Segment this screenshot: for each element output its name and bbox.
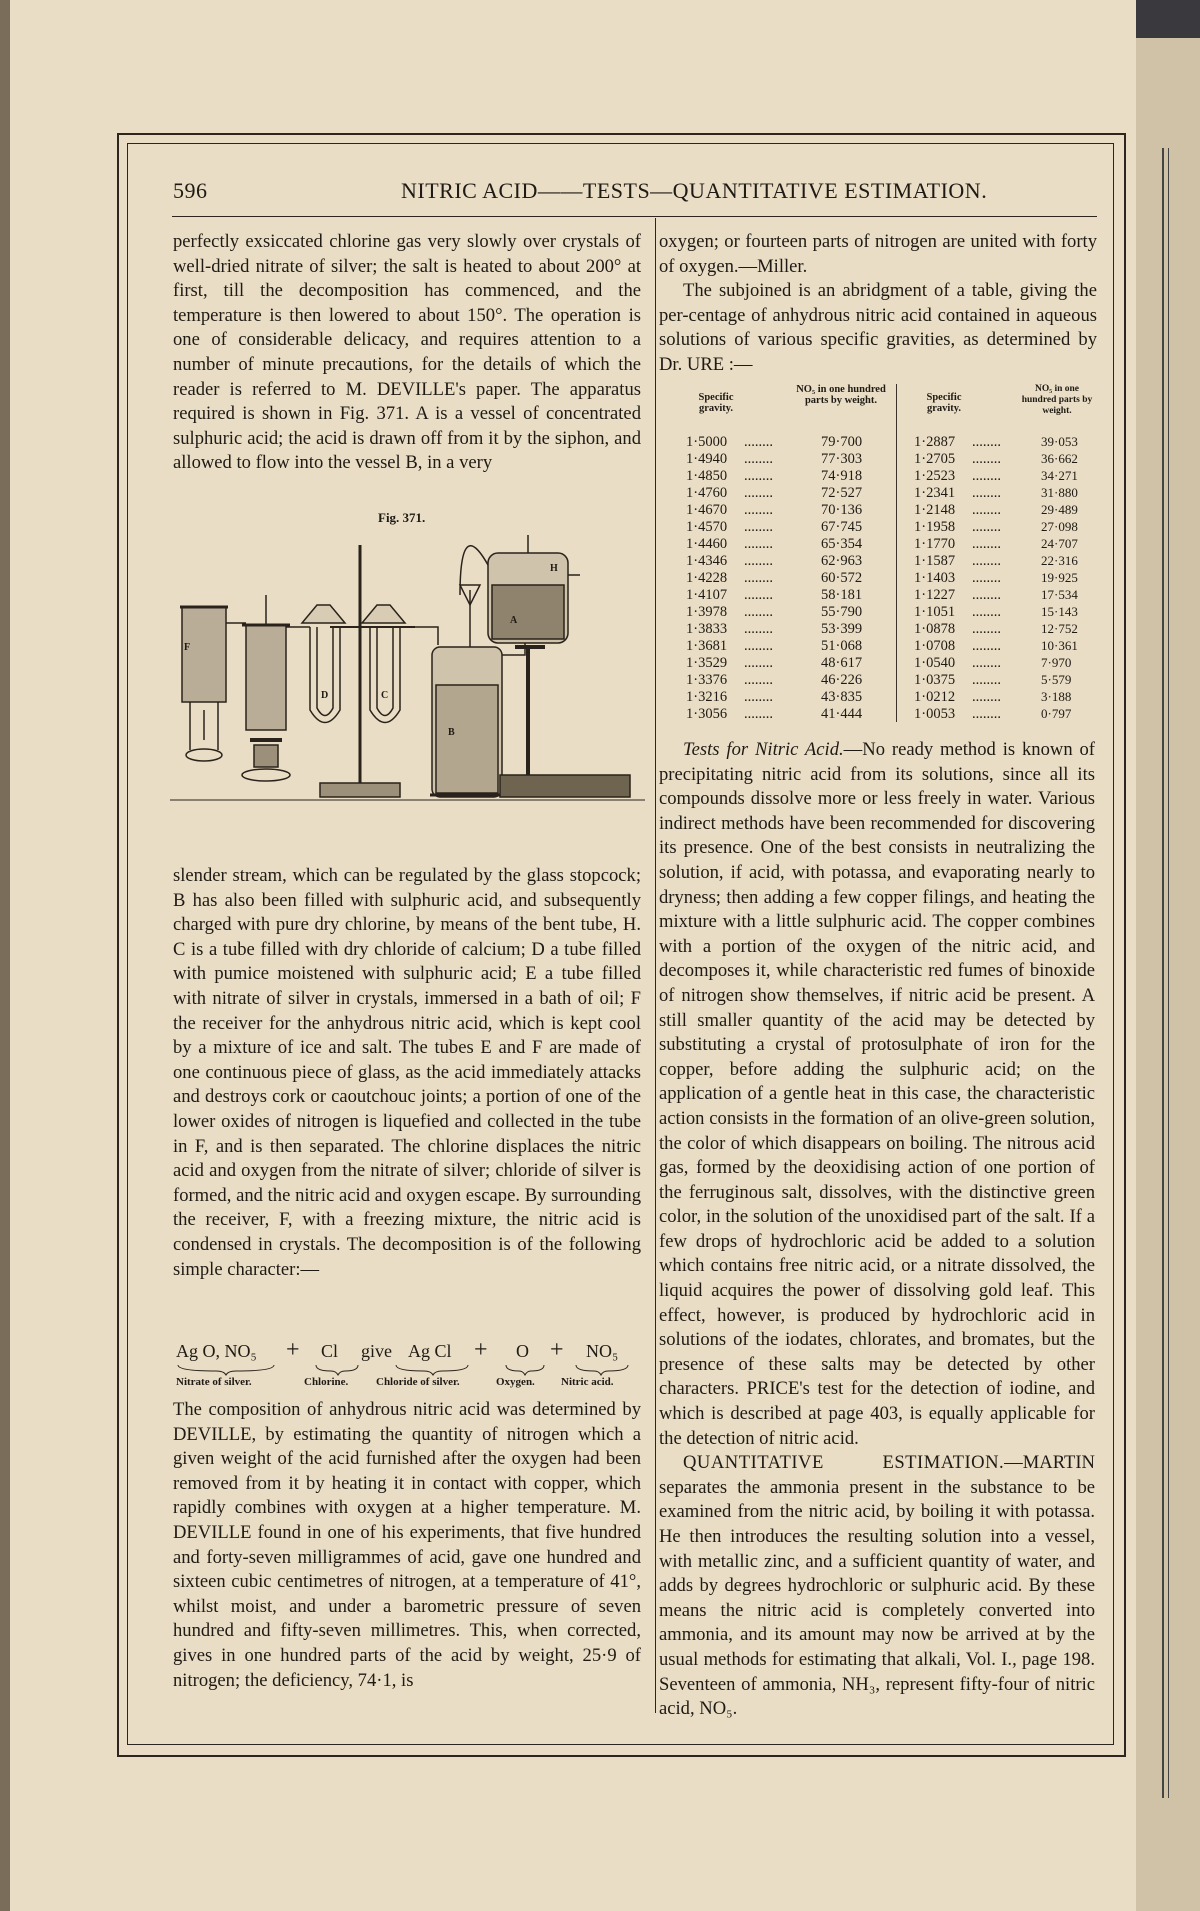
table-row [686,672,1094,689]
cell-no5-left: 70·136 [821,502,863,518]
cell-gravity-left: 1·3216 [686,689,728,705]
eq-term-chloride: Ag Cl [408,1341,452,1361]
cell-gravity-left: 1·3681 [686,638,728,654]
leader-dots: ........ [972,468,1001,484]
cell-gravity-left: 1·3833 [686,621,728,637]
decomposition-equation [176,1333,646,1393]
cell-no5-left: 55·790 [821,604,863,620]
cell-gravity-right: 1·2705 [914,451,956,467]
cell-gravity-left: 1·4670 [686,502,728,518]
u-tube-c [362,605,405,723]
bath-e [242,595,290,781]
cell-gravity-left: 1·4940 [686,451,728,467]
cell-gravity-left: 1·4760 [686,485,728,501]
cell-gravity-left: 1·3056 [686,706,728,722]
leader-dots: ........ [744,655,773,671]
cell-gravity-left: 1·4850 [686,468,728,484]
cell-no5-left: 46·226 [821,672,863,688]
cell-no5-left: 43·835 [821,689,863,705]
leader-dots: ........ [972,672,1001,688]
cell-no5-right: 15·143 [1041,604,1078,619]
book-cover-edge [0,0,10,1911]
cell-gravity-right: 1·2148 [914,502,956,518]
tests-body: —No ready method is known of precipitating nitric acid from its solutions, since all its compounds dissolve more or less freely in water. Various indirect methods have been recommended for discovering its presence. One of the best consists in neutralizing the solution, if acid, with potassa, and evaporating nearly to dryness; then adding a few copper filings, and heating the mixture with a little sulphuric acid. The copper combines with a portion of the oxygen of the nitric acid, and decomposes it, while characteristic red fumes of binoxide of nitrogen show themselves, if nitric acid be present. A still smaller quantity of the acid may be detected by substituting a crystal of protosulphate of iron for the copper, before adding the sulphuric acid; on the application of a gentle heat in this case, the characteristic action consists in the formation of an olive-green solution, the color of which disappears on boiling. The nitrous acid gas, formed by the deoxidising action of one portion of the ferruginous salt, dissolves, with the distinctive green color, in the solution of the unoxidised part of the salt. If a few drops of hydrochloric acid be added to a solution which contains free nitric acid, or a nitrate dissolved, the liquid acquires the power of dissolving gold leaf. This effect, however, is produced by hydrochloric acid in solutions of the iodates, chlorates, and bromates, but the presence of these salts may be detected by other characters. PRICE's test for the detection of iodine, and which is described at page 403, is equally applicable for the detection of nitric acid. [659,739,1095,1449]
right-intro [659,230,1097,378]
leader-dots: ........ [972,621,1001,637]
cell-no5-left: 41·444 [821,706,863,722]
equation-braces [176,1363,646,1377]
cell-no5-left: 62·963 [821,553,863,569]
eq-label-chloride: Chloride of silver. [376,1376,460,1388]
leader-dots: ........ [972,604,1001,620]
cell-no5-right: 31·880 [1041,485,1078,500]
label-b: B [448,727,455,738]
cell-gravity-left: 1·4228 [686,570,728,586]
table-row [686,451,1094,468]
cell-no5-right: 19·925 [1041,570,1078,585]
leader-dots: ........ [744,502,773,518]
table-row [686,553,1094,570]
cell-gravity-right: 1·2887 [914,434,956,450]
leader-dots: ........ [744,604,773,620]
eq-term-nitrate: Ag O, NO₅ [176,1341,257,1361]
leader-dots: ........ [972,706,1001,722]
cell-gravity-left: 1·3978 [686,604,728,620]
cell-gravity-left: 1·3529 [686,655,728,671]
page-number: 596 [173,178,208,203]
quantitative-body: —MARTIN separates the ammonia present in the substance to be examined from the nitric acid, by boiling it with potassa. He then introduces the resulting solution into a vessel, with metallic zinc, and a sufficient quantity of water, and adds by degrees hydrochloric or sulphuric acid. By these means the nitric acid is completely converted into ammonia, and its amount may now be arrived at by the usual methods for estimating that alkali, Vol. I., page 198. Seventeen of ammonia, NH₃, represent fifty-four of nitric acid, NO₅. [659,1452,1095,1720]
leader-dots: ........ [744,638,773,654]
tests-paragraph [659,738,1095,1451]
u-tube-d [302,605,345,723]
leader-dots: ........ [972,655,1001,671]
cell-gravity-right: 1·0878 [914,621,956,637]
apparatus-figure [170,535,645,855]
leader-dots: ........ [744,553,773,569]
table-row [686,689,1094,706]
table-row [686,434,1094,451]
leader-dots: ........ [744,672,773,688]
leader-dots: ........ [972,570,1001,586]
table-row [686,570,1094,587]
cell-no5-right: 39·053 [1041,434,1078,449]
left-paragraph-1: perfectly exsiccated chlorine gas very slowly over crystals of well-dried nitrate of silver; the salt is heated to about 200° at first, till the decomposition has commenced, and the temperature is then lowered to about 150°. The operation is one of considerable delicacy, and requires attention to a number of minute precautions, for the details of which the reader is referred to M. DEVILLE's paper. The apparatus required is shown in Fig. 371. A is a vessel of concentrated sulphuric acid; the acid is drawn off from it by the siphon, and allowed to flow into the vessel B, in a very [173,231,641,474]
adjacent-page-edge [1136,38,1200,1911]
cell-no5-left: 67·745 [821,519,863,535]
cell-no5-left: 72·527 [821,485,863,501]
cell-no5-right: 17·534 [1041,587,1078,602]
leader-dots: ........ [972,519,1001,535]
cell-no5-right: 12·752 [1041,621,1078,636]
quantitative-heading: QUANTITATIVE ESTIMATION. [683,1452,1005,1474]
eq-plus-3: + [550,1337,564,1363]
cell-no5-right: 24·707 [1041,536,1078,551]
table-row [686,519,1094,536]
leader-dots: ........ [972,502,1001,518]
cell-gravity-left: 1·4346 [686,553,728,569]
cell-no5-left: 79·700 [821,434,863,450]
leader-dots: ........ [744,468,773,484]
table-row [686,655,1094,672]
column-divider [655,218,656,1713]
table-header-no5-2: NO₅ in one hundred parts by weight. [1021,384,1093,416]
label-c: C [381,690,389,701]
table-row [686,468,1094,485]
table-row [686,621,1094,638]
cell-gravity-left: 1·4107 [686,587,728,603]
cell-no5-right: 0·797 [1041,706,1072,721]
cell-gravity-right: 1·1403 [914,570,956,586]
cell-gravity-right: 1·0375 [914,672,956,688]
leader-dots: ........ [744,706,773,722]
leader-dots: ........ [972,689,1001,705]
eq-give: give [361,1341,392,1361]
leader-dots: ........ [744,485,773,501]
cell-no5-right: 27·098 [1041,519,1078,534]
cell-gravity-right: 1·0053 [914,706,956,722]
leader-dots: ........ [972,553,1001,569]
cell-no5-right: 3·188 [1041,689,1072,704]
left-paragraph-2: slender stream, which can be regulated by the glass stopcock; B has also been filled with sulphuric acid, and subsequently charged with pure dry chlorine, by means of the bent tube, H. C is a tube filled with dry chloride of calcium; D a tube filled with pumice moistened with sulphuric acid; E a tube filled with nitrate of silver in crystals, immersed in a bath of oil; F the receiver for the anhydrous nitric acid, which is kept cool by a mixture of ice and salt. The tubes E and F are made of one continuous piece of glass, as the acid immediately attacks and destroys cork or caoutchouc joints; a portion of one of the lower oxides of nitrogen is liquefied and collected in the tube in F, and is then separated. The chlorine displaces the nitric acid and oxygen from the nitrate of silver; chloride of silver is formed, and the nitric acid and oxygen escape. By surrounding the receiver, F, with a freezing mixture, the nitric acid is condensed in crystals. The decomposition is of the following simple character:— [173,865,641,1280]
leader-dots: ........ [744,587,773,603]
leader-dots: ........ [744,570,773,586]
cell-gravity-right: 1·1587 [914,553,956,569]
eq-term-nitric: NO₅ [586,1341,619,1361]
leader-dots: ........ [744,689,773,705]
leader-dots: ........ [744,434,773,450]
leader-dots: ........ [744,536,773,552]
cell-gravity-left: 1·4460 [686,536,728,552]
cell-no5-right: 29·489 [1041,502,1078,517]
cell-gravity-right: 1·0708 [914,638,956,654]
label-h: H [550,563,558,574]
cell-gravity-right: 1·2523 [914,468,956,484]
cell-no5-left: 77·303 [821,451,863,467]
leader-dots: ........ [744,519,773,535]
figure-caption: Fig. 371. [378,510,426,525]
leader-dots: ........ [972,536,1001,552]
leader-dots: ........ [972,587,1001,603]
table-row [686,485,1094,502]
cell-gravity-left: 1·5000 [686,434,728,450]
cell-no5-right: 22·316 [1041,553,1078,568]
table-row [686,587,1094,604]
cell-gravity-right: 1·1051 [914,604,956,620]
leader-dots: ........ [744,451,773,467]
cell-no5-left: 53·399 [821,621,863,637]
table-row [686,536,1094,553]
cell-no5-left: 60·572 [821,570,863,586]
running-header [173,178,1088,208]
eq-term-oxygen: O [516,1341,529,1361]
cell-gravity-right: 1·1770 [914,536,956,552]
leader-dots: ........ [972,638,1001,654]
eq-label-nitrate: Nitrate of silver. [176,1376,252,1388]
cell-gravity-right: 1·0540 [914,655,956,671]
eq-label-oxygen: Oxygen. [496,1376,535,1388]
cell-no5-left: 65·354 [821,536,863,552]
leader-dots: ........ [972,485,1001,501]
cell-gravity-right: 1·1958 [914,519,956,535]
leader-dots: ........ [972,451,1001,467]
eq-plus-2: + [474,1337,488,1363]
eq-label-chlorine: Chlorine. [304,1376,349,1388]
cell-no5-right: 10·361 [1041,638,1078,653]
label-f: F [184,642,191,653]
cell-gravity-right: 1·2341 [914,485,956,501]
cell-no5-right: 5·579 [1041,672,1072,687]
receiver-f [180,607,228,761]
right-paragraph-1: oxygen; or fourteen parts of nitrogen are united with forty of oxygen.—Miller. [659,231,1097,277]
cell-no5-right: 34·271 [1041,468,1078,483]
tests-heading: Tests for Nitric Acid. [683,739,844,760]
eq-plus-1: + [286,1337,300,1363]
leader-dots: ........ [972,434,1001,450]
quantitative-paragraph [659,1451,1095,1722]
table-header-sg-2: Specific gravity. [926,392,962,414]
cell-no5-left: 58·181 [821,587,863,603]
cell-no5-right: 36·662 [1041,451,1078,466]
cell-no5-left: 48·617 [821,655,863,671]
table-row [686,638,1094,655]
table-row [686,502,1094,519]
cell-gravity-left: 1·4570 [686,519,728,535]
eq-label-nitric: Nitric acid. [561,1376,614,1388]
table-header-sg-1: Specific gravity. [698,392,734,414]
cell-gravity-left: 1·3376 [686,672,728,688]
specific-gravity-table [686,384,1094,724]
cell-no5-left: 74·918 [821,468,863,484]
table-header-no5-1: NO₅ in one hundred parts by weight. [796,384,886,406]
cell-gravity-right: 1·0212 [914,689,956,705]
cell-no5-right: 7·970 [1041,655,1072,670]
right-tests-section [659,738,1095,1722]
eq-term-chlorine: Cl [321,1341,339,1361]
cell-gravity-right: 1·1227 [914,587,956,603]
page-title: NITRIC ACID——TESTS—QUANTITATIVE ESTIMATION. [401,178,988,203]
header-rule [172,216,1097,217]
right-paragraph-2: The subjoined is an abridgment of a table, giving the per-centage of anhydrous nitric acid contained in aqueous solutions of various specific gravities, as determined by Dr. URE :— [659,280,1097,375]
table-row [686,604,1094,621]
label-a: A [510,615,518,626]
cell-no5-left: 51·068 [821,638,863,654]
label-d: D [321,690,329,701]
left-paragraph-3: The composition of anhydrous nitric acid was determined by DEVILLE, by estimating the quantity of nitrogen which a given weight of the acid furnished after the oxygen had been removed from it by heating it in contact with copper, which rapidly combines with oxygen at a higher temperature. M. DEVILLE found in one of his experiments, that five hundred and forty-seven milligrammes of acid, gave one hundred and sixteen cubic centimetres of nitrogen, at a temperature of 41°, whilst moist, and under a barometric pressure of seven hundred and fifty-seven millimetres. This, when corrected, gives in one hundred parts of the acid by weight, 25·9 of nitrogen; the deficiency, 74·1, is [173,1399,641,1691]
leader-dots: ........ [744,621,773,637]
table-row [686,706,1094,723]
